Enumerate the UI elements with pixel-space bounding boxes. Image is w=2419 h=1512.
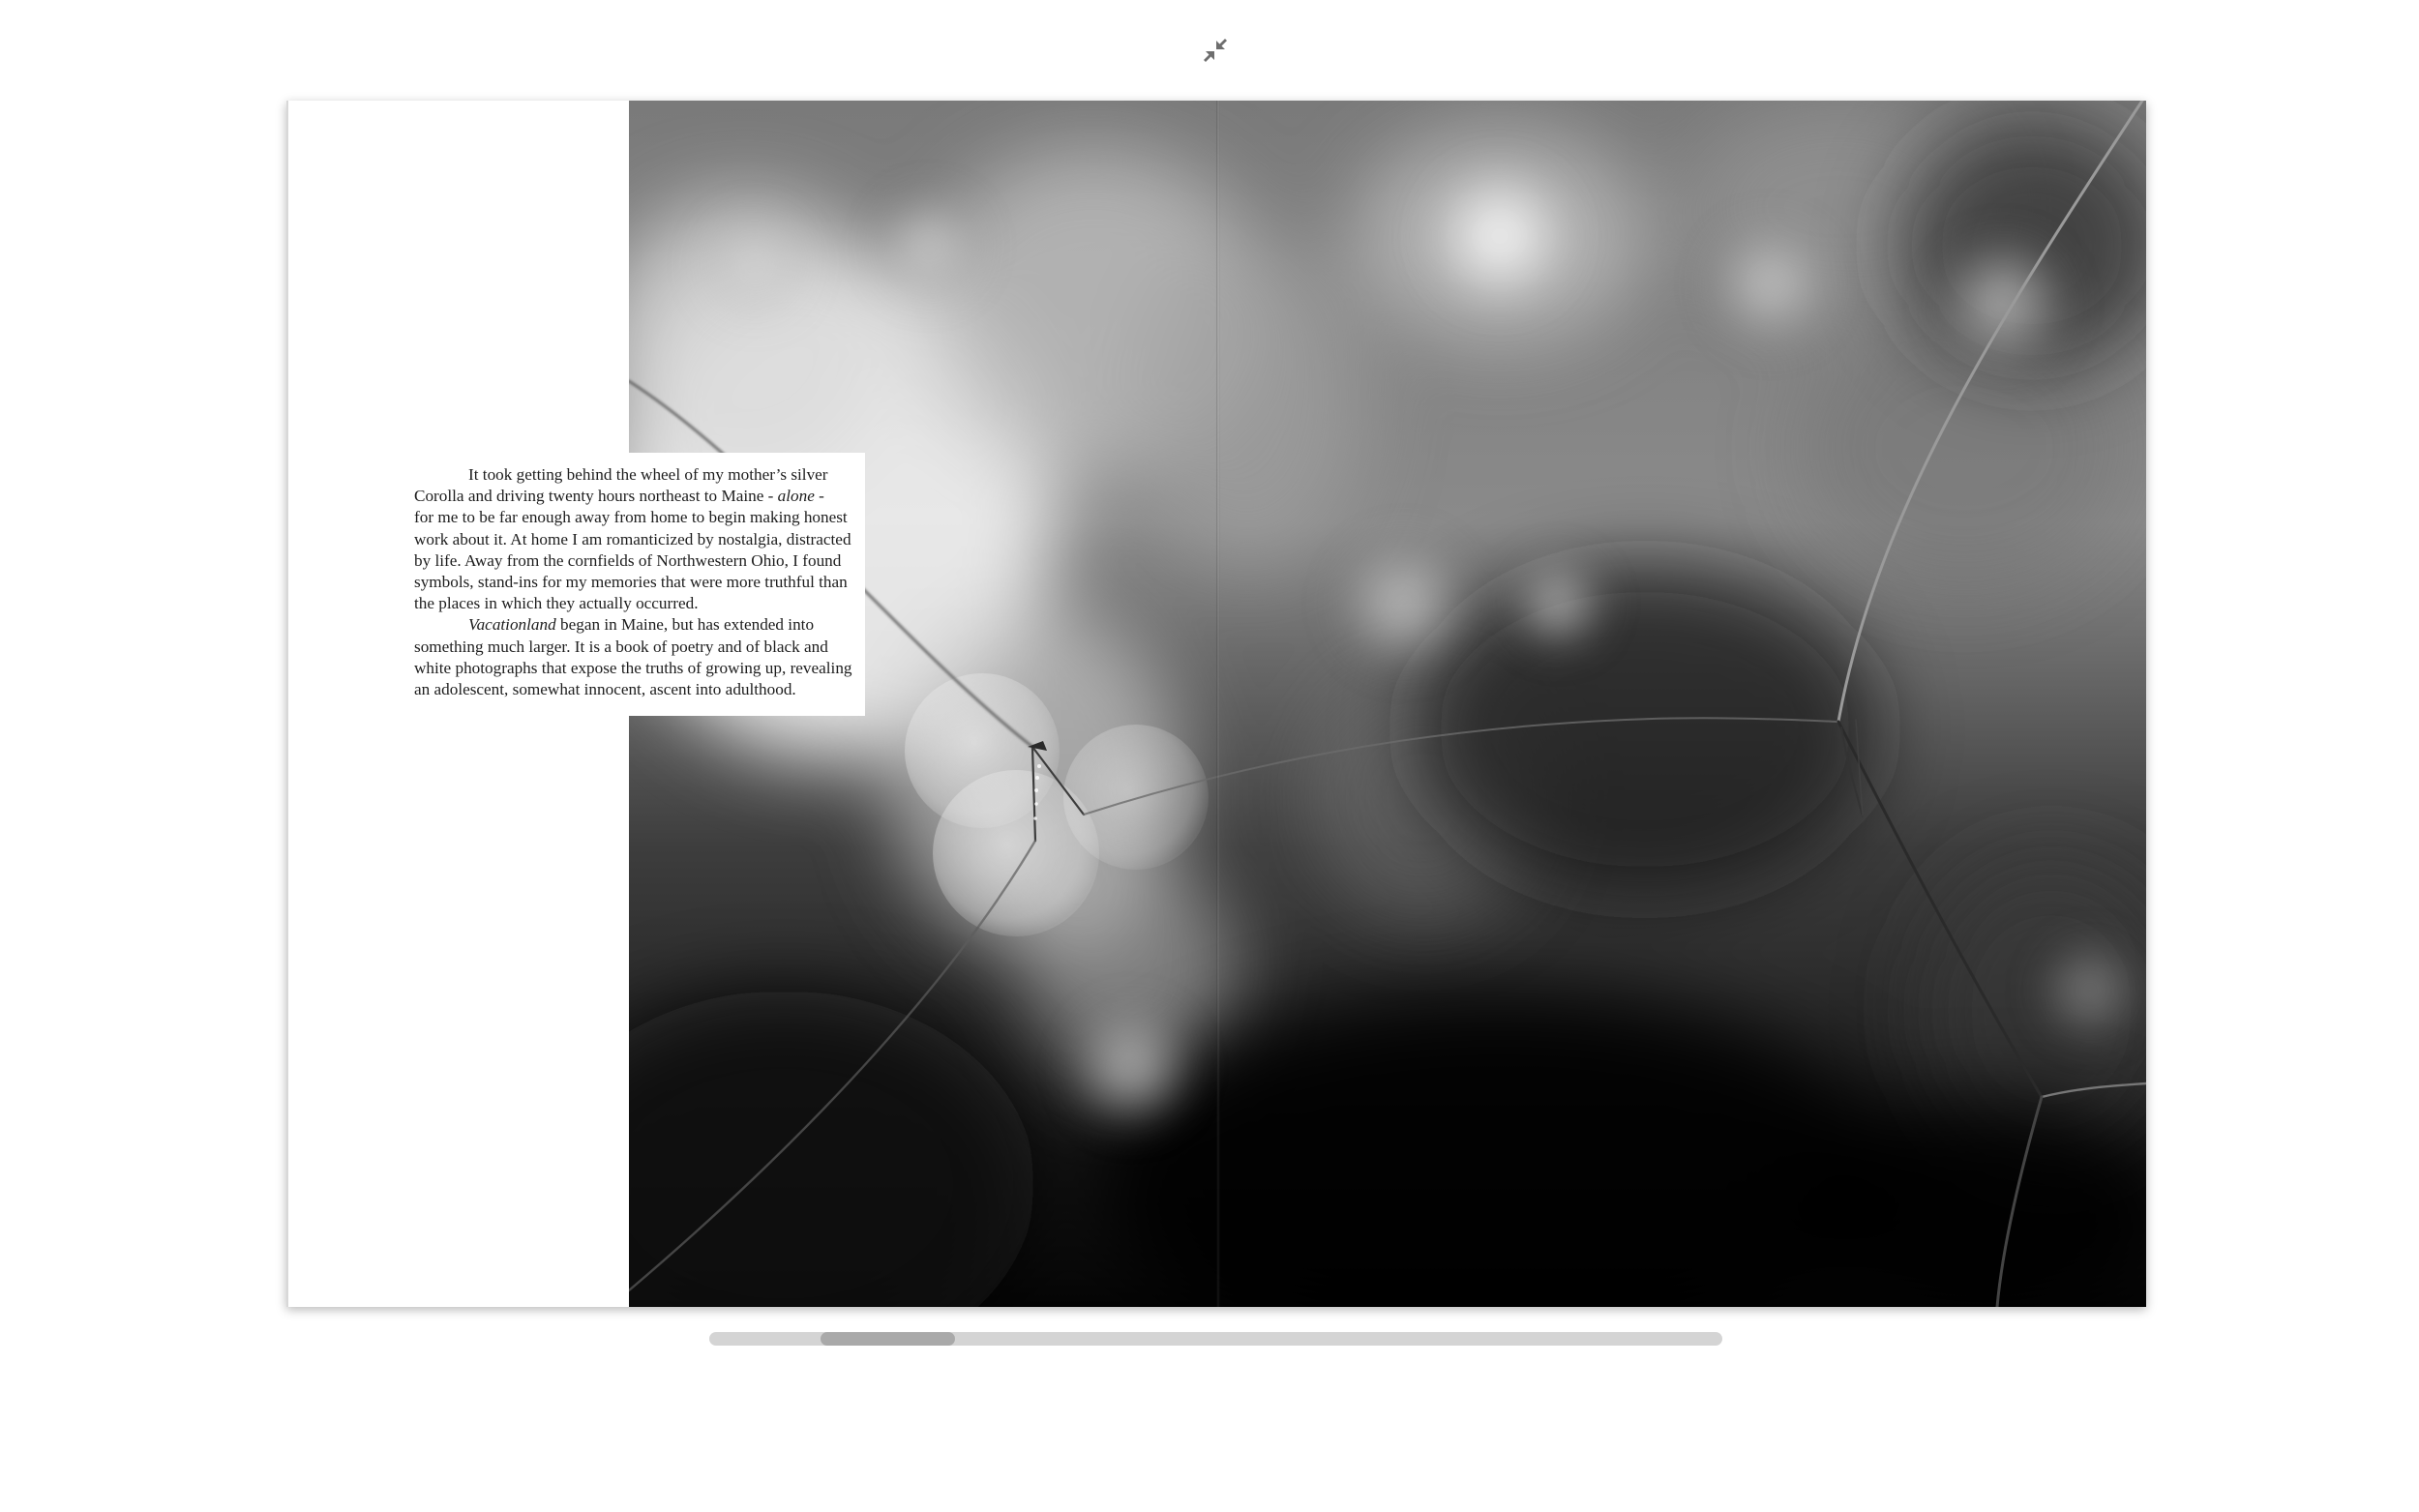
intro-paragraph-2 <box>360 614 850 700</box>
text-line: Corolla and driving twenty hours northeast to Maine - alone - <box>414 487 824 506</box>
text-line: symbols, stand-ins for my memories that were more truthful than <box>414 573 848 592</box>
text-line: work about it. At home I am romanticized by nostalgia, distracted <box>414 529 851 548</box>
text-line: white photographs that expose the truths of growing up, revealing <box>414 658 852 677</box>
text-line: It took getting behind the wheel of my mother’s silver <box>468 465 828 484</box>
page-gutter <box>1216 101 1220 1307</box>
text-line: Vacationland began in Maine, but has extended into <box>468 615 815 635</box>
text-line: by life. Away from the cornfields of Northwestern Ohio, I found <box>414 550 842 570</box>
intro-paragraph-1 <box>360 464 850 614</box>
scrollbar-thumb[interactable] <box>821 1332 955 1346</box>
text-line: something much larger. It is a book of poetry and of black and <box>414 637 828 656</box>
exit-fullscreen-button[interactable] <box>1198 33 1233 68</box>
compress-arrows-icon <box>1201 36 1230 65</box>
intro-text-block <box>335 453 865 716</box>
page-scrollbar[interactable] <box>709 1332 1722 1346</box>
text-line: the places in which they actually occurred. <box>414 594 699 613</box>
text-line: an adolescent, somewhat innocent, ascent into adulthood. <box>414 680 796 699</box>
book-spread[interactable] <box>286 101 2146 1307</box>
text-line: for me to be far enough away from home to begin making honest <box>414 508 848 527</box>
